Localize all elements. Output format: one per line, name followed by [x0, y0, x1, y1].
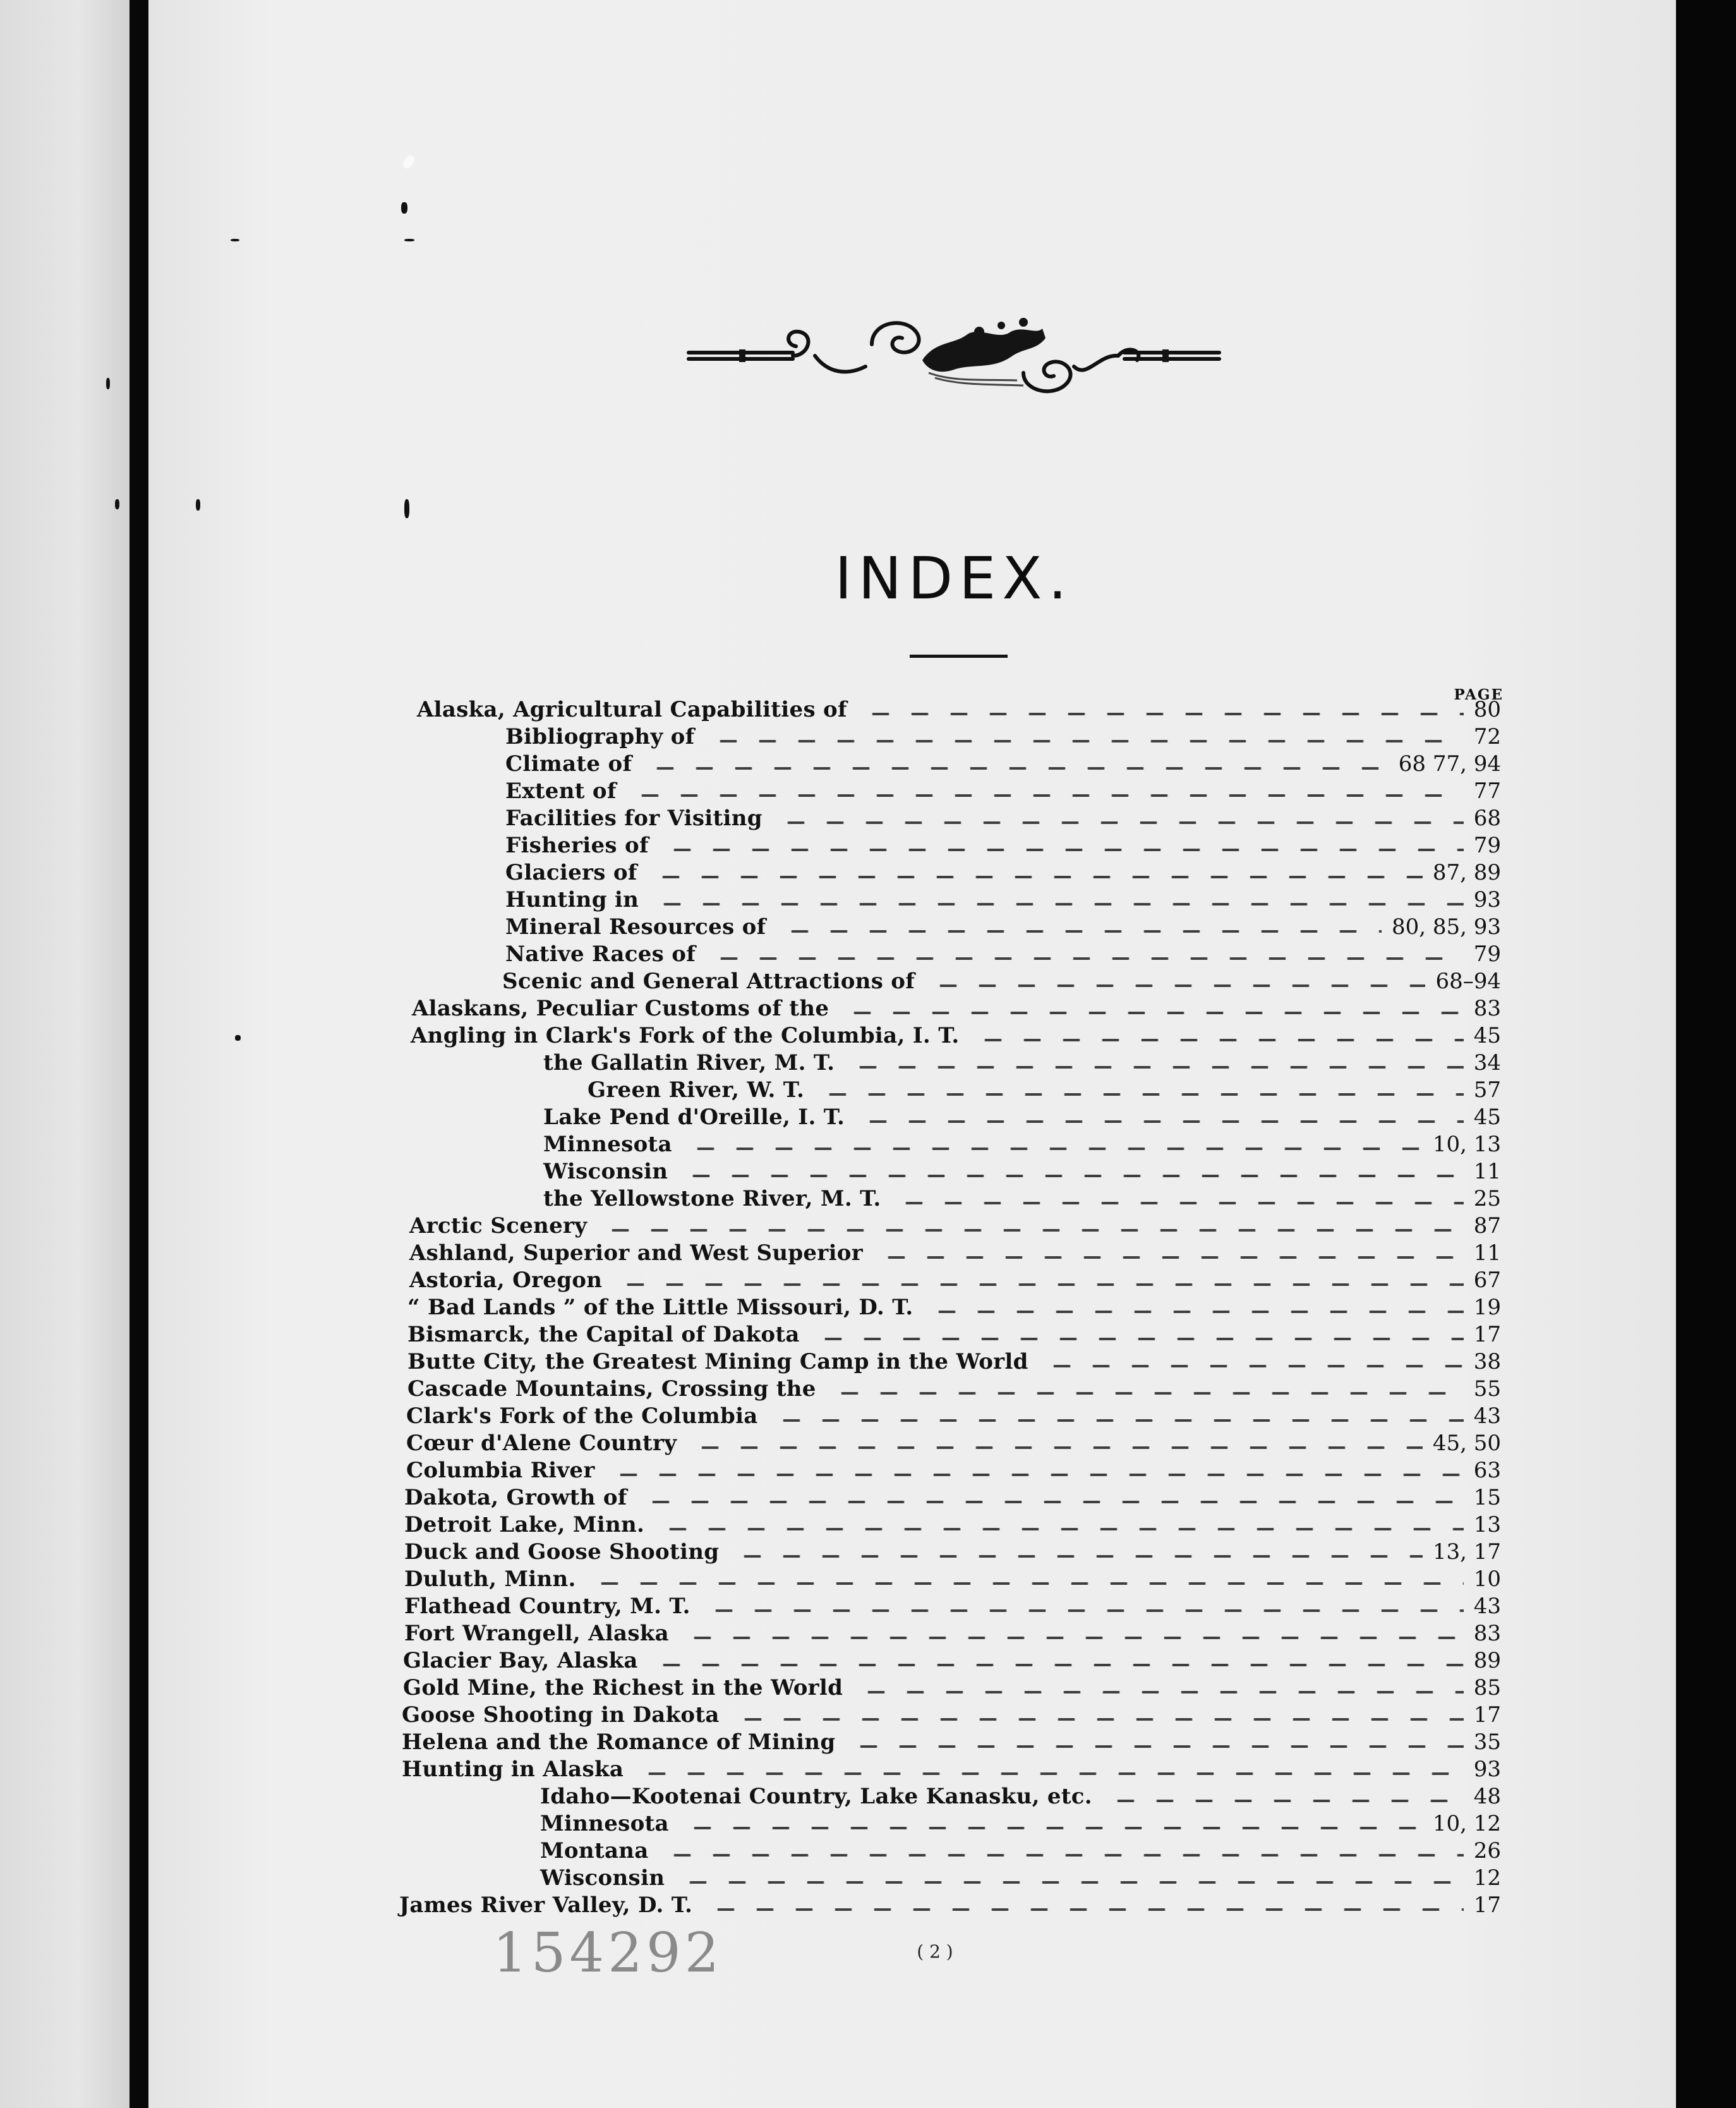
- index-entry-title: Alaska, Agricultural Capabilities of: [417, 697, 847, 722]
- dot-leader: [877, 1256, 1464, 1259]
- index-entry: [505, 778, 1501, 804]
- index-entry-pages: 15: [1473, 1485, 1501, 1510]
- index-entry-title: Columbia River: [406, 1458, 595, 1483]
- index-entry-title: Butte City, the Greatest Mining Camp in the World: [407, 1349, 1028, 1374]
- index-entry-pages: 17: [1473, 1322, 1501, 1347]
- index-entry-title: the Yellowstone River, M. T.: [543, 1186, 881, 1211]
- index-entry-title: Flathead Country, M. T.: [404, 1594, 690, 1619]
- page-title: INDEX.: [835, 545, 1073, 612]
- index-entry: [543, 1131, 1501, 1158]
- index-entry-pages: 93: [1473, 887, 1501, 912]
- index-entry: [543, 1104, 1501, 1130]
- index-entry: [543, 1050, 1501, 1076]
- index-entry-title: Cascade Mountains, Crossing the: [407, 1376, 816, 1402]
- index-entry-pages: 80: [1473, 697, 1501, 722]
- dot-leader: [663, 1854, 1464, 1857]
- dot-leader: [843, 1012, 1463, 1014]
- index-entry-pages: 87: [1473, 1213, 1501, 1239]
- dot-leader: [704, 1609, 1464, 1612]
- index-entry-title: Bismarck, the Capital of Dakota: [407, 1322, 800, 1347]
- index-entry: [540, 1838, 1501, 1864]
- index-entry: [409, 1213, 1501, 1239]
- index-entry-title: Mineral Resources of: [505, 914, 766, 940]
- dot-leader: [652, 1664, 1464, 1666]
- index-entry: [406, 1457, 1501, 1484]
- index-entry-pages: 63: [1473, 1458, 1501, 1483]
- index-entry-title: Scenic and General Attractions of: [502, 969, 915, 994]
- index-entry-pages: 79: [1473, 942, 1501, 967]
- accession-stamp: 154292: [493, 1922, 723, 1985]
- index-entry-pages: 26: [1473, 1838, 1501, 1863]
- index-entry-title: Ashland, Superior and West Superior: [409, 1240, 863, 1266]
- index-entry-pages: 13: [1473, 1512, 1501, 1537]
- index-entry-pages: 85: [1473, 1675, 1501, 1700]
- dot-leader: [609, 1474, 1464, 1476]
- dot-leader: [658, 1528, 1464, 1530]
- index-entry-title: Clark's Fork of the Columbia: [406, 1403, 758, 1429]
- dot-leader: [861, 713, 1464, 715]
- dot-leader: [678, 1881, 1464, 1884]
- index-entry-title: Dakota, Growth of: [404, 1485, 627, 1510]
- index-entry: [402, 1702, 1501, 1728]
- index-entry-title: Facilities for Visiting: [505, 806, 763, 831]
- dot-leader: [683, 1827, 1423, 1829]
- dot-leader: [686, 1148, 1423, 1150]
- dot-leader: [690, 1446, 1423, 1449]
- index-entry-title: Astoria, Oregon: [409, 1268, 603, 1293]
- index-entry-pages: 12: [1473, 1865, 1501, 1891]
- index-entry-pages: 55: [1473, 1376, 1501, 1402]
- index-entry-pages: 72: [1473, 724, 1501, 749]
- index-entry-title: Detroit Lake, Minn.: [404, 1512, 645, 1537]
- index-entry-pages: 25: [1473, 1186, 1501, 1211]
- index-entry-title: Fort Wrangell, Alaska: [404, 1621, 669, 1646]
- index-entry-pages: 68 77, 94: [1398, 751, 1501, 777]
- index-entry-pages: 19: [1473, 1295, 1501, 1320]
- index-entry-pages: 34: [1473, 1050, 1501, 1075]
- dot-leader: [830, 1392, 1464, 1395]
- index-entry: [403, 1675, 1501, 1701]
- index-entry-title: Minnesota: [543, 1132, 672, 1157]
- dot-leader: [601, 1229, 1463, 1232]
- index-entry: [505, 751, 1501, 777]
- index-entry-pages: 87, 89: [1432, 860, 1501, 885]
- index-entry-title: Helena and the Romance of Mining: [402, 1729, 836, 1755]
- index-entry: [406, 1430, 1501, 1457]
- index-entry-pages: 17: [1473, 1702, 1501, 1728]
- index-entry-title: Fisheries of: [505, 833, 649, 858]
- index-entry-pages: 77: [1473, 778, 1501, 804]
- index-entry: [399, 1892, 1501, 1918]
- index-entry: [505, 724, 1501, 750]
- index-entry-title: Climate of: [505, 751, 632, 777]
- index-entry: [540, 1783, 1501, 1810]
- dot-leader: [1106, 1800, 1464, 1802]
- dot-leader: [630, 794, 1464, 797]
- dot-leader: [641, 1501, 1464, 1503]
- index-entry-title: “ Bad Lands ” of the Little Missouri, D. T.: [407, 1295, 913, 1320]
- index-entry: [409, 1240, 1501, 1266]
- index-entry: [505, 914, 1501, 940]
- index-entry-pages: 10, 12: [1432, 1811, 1501, 1836]
- dot-leader: [709, 740, 1464, 742]
- index-entry-pages: 89: [1473, 1648, 1501, 1673]
- index-entry-title: Green River, W. T.: [588, 1077, 805, 1103]
- index-entry-title: Idaho—Kootenai Country, Lake Kanasku, etc.: [540, 1784, 1092, 1809]
- index-entry: [404, 1511, 1501, 1538]
- index-entry-pages: 11: [1473, 1159, 1501, 1184]
- index-entry-pages: 67: [1473, 1268, 1501, 1293]
- dot-leader: [776, 821, 1464, 824]
- dot-leader: [682, 1175, 1464, 1177]
- index-entry: [409, 1267, 1501, 1293]
- index-entry-pages: 13, 17: [1432, 1539, 1501, 1565]
- index-entry-title: Wisconsin: [540, 1865, 665, 1891]
- index-entry-pages: 10: [1473, 1566, 1501, 1592]
- dot-leader: [814, 1338, 1464, 1340]
- index-entry-pages: 83: [1473, 996, 1501, 1021]
- dot-leader: [1042, 1365, 1464, 1367]
- dot-leader: [733, 1555, 1423, 1558]
- index-entry: [407, 1294, 1501, 1321]
- dot-leader: [973, 1039, 1464, 1041]
- index-entry-pages: 43: [1473, 1403, 1501, 1429]
- index-entry-title: Glacier Bay, Alaska: [403, 1648, 638, 1673]
- index-entry: [505, 832, 1501, 859]
- index-entry-title: Cœur d'Alene Country: [406, 1431, 677, 1456]
- index-entry-title: Angling in Clark's Fork of the Columbia, I. T.: [411, 1023, 960, 1048]
- index-entry-title: Duluth, Minn.: [404, 1566, 576, 1592]
- index-entry: [505, 941, 1501, 967]
- dot-leader: [683, 1637, 1464, 1639]
- index-entry-pages: 45, 50: [1432, 1431, 1501, 1456]
- dot-leader: [772, 1419, 1464, 1422]
- index-entry-title: Alaskans, Peculiar Customs of the: [412, 996, 829, 1021]
- index-entry-pages: 57: [1473, 1077, 1501, 1103]
- index-entry-pages: 43: [1473, 1594, 1501, 1619]
- index-entry: [412, 995, 1501, 1022]
- dot-leader: [929, 984, 1425, 987]
- dot-leader: [818, 1093, 1464, 1096]
- index-entry: [406, 1403, 1501, 1429]
- dot-leader: [895, 1202, 1463, 1204]
- index-entry-title: Glaciers of: [505, 860, 637, 885]
- index-entry-pages: 68–94: [1435, 969, 1501, 994]
- dot-leader: [590, 1582, 1464, 1585]
- index-entry-title: Gold Mine, the Richest in the World: [403, 1675, 843, 1700]
- index-entry-pages: 10, 13: [1432, 1132, 1501, 1157]
- index-entry: [407, 1321, 1501, 1348]
- index-entry-pages: 45: [1473, 1105, 1501, 1130]
- index-entry-title: Lake Pend d'Oreille, I. T.: [543, 1105, 845, 1130]
- index-entry: [588, 1077, 1501, 1103]
- index-entry: [543, 1158, 1501, 1185]
- index-entry-pages: 93: [1473, 1757, 1501, 1782]
- dot-leader: [733, 1718, 1464, 1721]
- dot-leader: [859, 1120, 1464, 1123]
- index-entry-pages: 17: [1473, 1893, 1501, 1918]
- dot-leader: [780, 930, 1382, 933]
- index-entry: [505, 805, 1501, 832]
- index-entry-pages: 79: [1473, 833, 1501, 858]
- index-entry: [403, 1647, 1501, 1674]
- index-entry-title: Goose Shooting in Dakota: [402, 1702, 720, 1728]
- index-entry: [411, 1022, 1501, 1049]
- dot-leader: [927, 1311, 1464, 1313]
- index-entry-title: Montana: [540, 1838, 649, 1863]
- index-entry: [417, 696, 1501, 723]
- index-entry-pages: 48: [1473, 1784, 1501, 1809]
- index-entry-pages: 68: [1473, 806, 1501, 831]
- index-entry: [407, 1376, 1501, 1402]
- dot-leader: [849, 1745, 1463, 1748]
- index-entry: [407, 1348, 1501, 1375]
- index-entry-title: Native Races of: [505, 942, 696, 967]
- index-entry: [404, 1566, 1501, 1592]
- index-entry: [404, 1484, 1501, 1511]
- index-entry: [543, 1185, 1501, 1212]
- dot-leader: [651, 876, 1423, 878]
- index-entry: [404, 1593, 1501, 1620]
- index-entry-pages: 80, 85, 93: [1391, 914, 1501, 940]
- index-entry-title: James River Valley, D. T.: [399, 1893, 693, 1918]
- dot-leader: [616, 1283, 1463, 1286]
- dot-leader: [653, 903, 1464, 906]
- index-entry: [404, 1620, 1501, 1647]
- dot-leader: [706, 1908, 1464, 1911]
- index-entry: [540, 1865, 1501, 1891]
- index-entry-title: Duck and Goose Shooting: [404, 1539, 720, 1565]
- index-entry-title: Bibliography of: [505, 724, 695, 749]
- index-entry-title: Extent of: [505, 778, 617, 804]
- index-entry: [505, 887, 1501, 913]
- dot-leader: [663, 849, 1464, 851]
- index-entry-title: the Gallatin River, M. T.: [543, 1050, 835, 1075]
- index-entry-title: Hunting in Alaska: [402, 1757, 624, 1782]
- index-entry-pages: 11: [1473, 1240, 1501, 1266]
- dot-leader: [709, 957, 1464, 960]
- dot-leader: [848, 1066, 1463, 1069]
- index-entry: [540, 1810, 1501, 1837]
- index-entry-title: Arctic Scenery: [409, 1213, 588, 1239]
- index-entry: [402, 1729, 1501, 1755]
- index-entry: [505, 859, 1501, 886]
- page-number: ( 2 ): [917, 1941, 953, 1962]
- index-entry-pages: 38: [1473, 1349, 1501, 1374]
- index-entry: [404, 1539, 1501, 1565]
- dot-leader: [857, 1691, 1464, 1693]
- index-entry-title: Minnesota: [540, 1811, 669, 1836]
- index-entry-pages: 45: [1473, 1023, 1501, 1048]
- dot-leader: [646, 767, 1388, 770]
- index-entry: [402, 1756, 1501, 1783]
- index-entry-title: Wisconsin: [543, 1159, 668, 1184]
- index-entry: [502, 968, 1501, 995]
- index-entry-pages: 35: [1473, 1729, 1501, 1755]
- index-entry-title: Hunting in: [505, 887, 639, 912]
- page-column-header: PAGE: [1454, 686, 1504, 703]
- index-entry-pages: 83: [1473, 1621, 1501, 1646]
- dot-leader: [637, 1772, 1464, 1775]
